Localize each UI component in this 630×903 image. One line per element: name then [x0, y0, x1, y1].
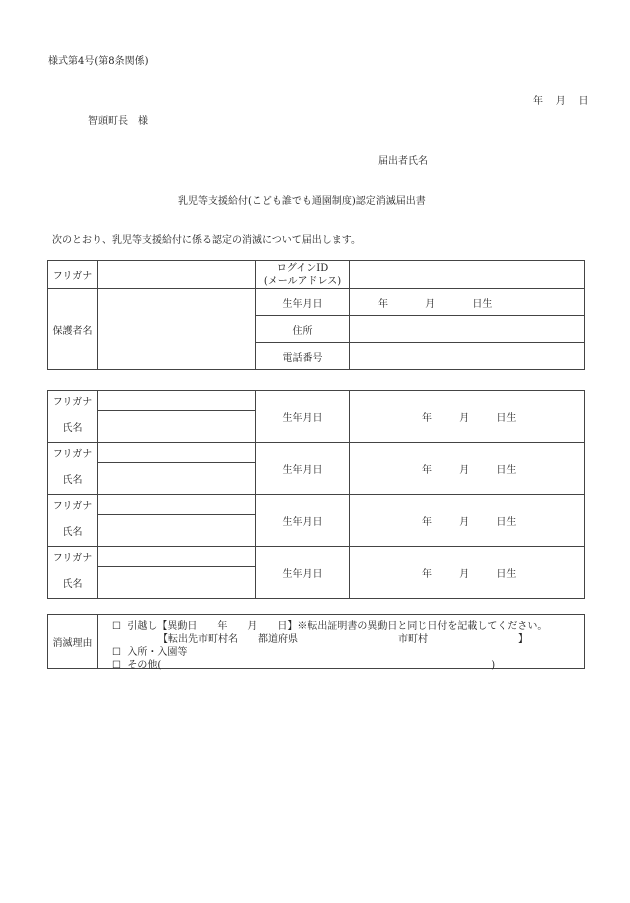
child-furigana-field[interactable] [98, 443, 256, 463]
guardian-address-field[interactable] [350, 316, 585, 343]
guardian-birth-day: 日生 [472, 298, 493, 310]
child-birthdate-label: 生年月日 [256, 443, 350, 495]
reason-label: 消滅理由 [48, 615, 98, 669]
guardian-birthdate-label: 生年月日 [256, 289, 350, 316]
child-birth-month: 月 [459, 569, 470, 580]
child-birth-year: 年 [422, 569, 432, 580]
child-birthdate-field[interactable] [350, 495, 585, 547]
login-id-label-line1: ログインID [276, 262, 329, 274]
reason-other-option[interactable] [112, 656, 495, 671]
date-year: 年 [533, 96, 543, 107]
guardian-name-label: 保護者名 [48, 289, 98, 370]
child-birth-year: 年 [422, 517, 432, 528]
child-birthdate-field[interactable] [350, 443, 585, 495]
child-furigana-label: フリガナ [48, 443, 98, 463]
child-furigana-label: フリガナ [48, 495, 98, 515]
guardian-furigana-field[interactable] [98, 261, 256, 289]
child-name-label: 氏名 [48, 411, 98, 443]
reason-destination: 【転出先市町村名 都道府県 市町村 】 [158, 634, 528, 645]
child-birth-day: 日生 [496, 517, 517, 528]
child-furigana-label: フリガナ [48, 391, 98, 411]
checkbox-icon[interactable]: ☐ [112, 621, 121, 632]
child-furigana-field[interactable] [98, 547, 256, 567]
checkbox-icon[interactable]: ☐ [112, 647, 121, 658]
guardian-birthdate-field[interactable] [350, 289, 585, 316]
login-id-label-line2: (メールアドレス) [263, 275, 342, 287]
child-birthdate-field[interactable] [350, 391, 585, 443]
intro-text: 次のとおり、乳児等支援給付に係る認定の消滅について届出します。 [52, 235, 361, 246]
guardian-birth-month: 月 [425, 298, 436, 310]
child-birth-day: 日生 [496, 569, 517, 580]
reason-other-text: その他( ) [127, 660, 496, 671]
child-birth-month: 月 [459, 465, 470, 476]
child-name-label: 氏名 [48, 567, 98, 599]
child-birthdate-label: 生年月日 [256, 495, 350, 547]
children-table [47, 390, 585, 599]
date-line [533, 92, 588, 107]
child-birth-year: 年 [422, 413, 432, 424]
child-birthdate-field[interactable] [350, 547, 585, 599]
child-birth-month: 月 [459, 517, 470, 528]
child-name-field[interactable] [98, 567, 256, 599]
child-birth-year: 年 [422, 465, 432, 476]
child-name-field[interactable] [98, 411, 256, 443]
reason-table [47, 614, 585, 669]
child-name-label: 氏名 [48, 463, 98, 495]
child-birth-day: 日生 [496, 465, 517, 476]
guardian-name-field[interactable] [98, 289, 256, 370]
reason-move-text: 引越し【異動日 年 月 日】※転出証明書の異動日と同じ日付を記載してください。 [127, 621, 548, 632]
guardian-phone-label: 電話番号 [256, 343, 350, 370]
child-name-field[interactable] [98, 515, 256, 547]
child-birth-day: 日生 [496, 413, 517, 424]
guardian-address-label: 住所 [256, 316, 350, 343]
date-day: 日 [578, 96, 589, 107]
child-birthdate-label: 生年月日 [256, 391, 350, 443]
child-birthdate-label: 生年月日 [256, 547, 350, 599]
reason-options [98, 615, 585, 669]
child-name-field[interactable] [98, 463, 256, 495]
guardian-birth-year: 年 [378, 298, 388, 310]
guardian-table [47, 260, 585, 370]
document-title: 乳児等支援給付(こども誰でも通園制度)認定消滅届出書 [178, 196, 426, 207]
login-id-field[interactable] [350, 261, 585, 289]
addressee: 智頭町長 様 [88, 116, 148, 127]
submitter-label: 届出者氏名 [378, 156, 428, 167]
reason-facility-text: 入所・入園等 [127, 647, 188, 658]
guardian-phone-field[interactable] [350, 343, 585, 370]
login-id-label [256, 261, 350, 289]
form-number: 様式第4号(第8条関係) [48, 56, 149, 67]
checkbox-icon[interactable]: ☐ [112, 660, 121, 671]
date-month: 月 [555, 96, 566, 107]
child-name-label: 氏名 [48, 515, 98, 547]
child-birth-month: 月 [459, 413, 470, 424]
guardian-furigana-label: フリガナ [48, 261, 98, 289]
child-furigana-label: フリガナ [48, 547, 98, 567]
child-furigana-field[interactable] [98, 391, 256, 411]
child-furigana-field[interactable] [98, 495, 256, 515]
